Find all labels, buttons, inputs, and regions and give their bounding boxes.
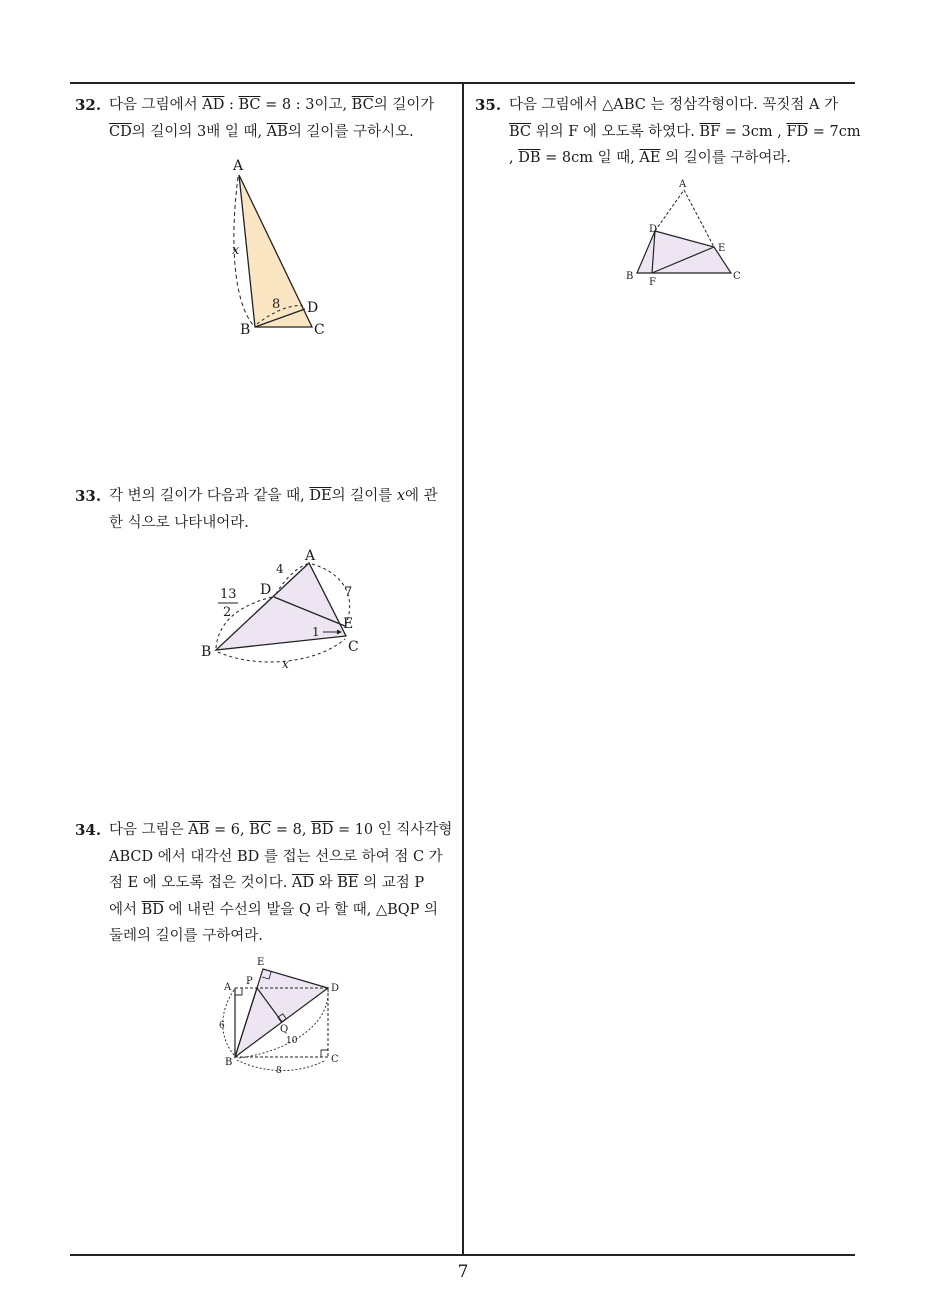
- segment-notation: $\overline{DE}$: [309, 488, 332, 504]
- label-d: D: [307, 300, 319, 316]
- label-e: E: [718, 243, 726, 254]
- text-line: [109, 817, 452, 844]
- label-x: x: [282, 657, 289, 671]
- problem-number: 35.: [475, 96, 502, 114]
- label-8: 8: [272, 297, 281, 312]
- text-run: = 8,: [271, 822, 312, 838]
- segment-notation: $\overline{BC}$: [238, 97, 261, 113]
- segment-notation: $\overline{AD}$: [202, 97, 225, 113]
- right-angle-a: [235, 988, 242, 995]
- segment-notation: $\overline{BD}$: [311, 822, 334, 838]
- label-1: 1: [312, 625, 320, 639]
- text-run: 다음 그림에서 △ABC 는 정삼각형이다. 꼭짓점 A 가: [509, 97, 839, 113]
- text-run: 에서: [109, 901, 142, 918]
- column-divider: [462, 82, 464, 1256]
- segment-notation: $\overline{BC}$: [509, 123, 532, 140]
- segment-notation: $\overline{AE}$: [639, 150, 661, 166]
- text-run: ,: [509, 150, 519, 166]
- segment-notation: $\overline{BC}$: [351, 97, 374, 113]
- segment-notation: $\overline{DB}$: [518, 150, 541, 166]
- label-c: C: [331, 1054, 339, 1065]
- segment-notation: $\overline{BD}$: [141, 901, 164, 918]
- text-run: ABCD 에서 대각선 BD 를 접는 선으로 하여 점 C 가: [109, 848, 443, 865]
- figure-34: [215, 952, 350, 1077]
- label-q: Q: [280, 1024, 289, 1035]
- label-d: D: [260, 582, 272, 598]
- text-line: [509, 145, 861, 172]
- text-run: 의 길이를 구하여라.: [660, 150, 791, 166]
- label-e: E: [343, 616, 354, 632]
- label-c: C: [314, 322, 325, 338]
- text-run: 에 관: [405, 488, 438, 504]
- label-x: x: [232, 243, 240, 258]
- segment-notation: $\overline{AB}$: [188, 822, 210, 838]
- label-e: E: [257, 957, 265, 968]
- text-line: [509, 119, 861, 146]
- text-run: 점 E 에 오도록 접은 것이다.: [109, 875, 292, 891]
- problem-number: 33.: [75, 487, 102, 505]
- label-a: A: [679, 179, 687, 190]
- label-a: A: [224, 982, 232, 993]
- text-run: 다음 그림은: [109, 822, 189, 838]
- text-run: = 8 : 3이고,: [260, 97, 352, 113]
- label-c: C: [348, 639, 359, 655]
- text-run: 한 식으로 나타내어라.: [109, 514, 249, 531]
- text-run: = 6,: [209, 822, 250, 838]
- text-run: 와: [314, 875, 338, 891]
- text-line: [109, 923, 452, 950]
- text-line: [109, 510, 438, 537]
- label-8: 8: [276, 1066, 282, 1076]
- problem-35: [475, 92, 861, 172]
- figure-35: [620, 176, 750, 291]
- label-10: 10: [286, 1036, 298, 1046]
- text-line: [509, 92, 861, 119]
- text-run: 의 길이의 3배 일 때,: [131, 123, 267, 140]
- text-run: 에 내린 수선의 발을 Q 라 할 때, △BQP 의: [163, 901, 439, 918]
- segment-notation: $\overline{AB}$: [266, 123, 288, 140]
- label-b: B: [201, 644, 212, 660]
- figure-32: [215, 150, 345, 345]
- label-b: B: [240, 322, 251, 338]
- text-line: [109, 870, 452, 897]
- text-line: [109, 92, 434, 119]
- problem-text: [109, 483, 438, 536]
- text-run: 다음 그림에서: [109, 97, 203, 113]
- label-d: D: [649, 224, 658, 235]
- problem-34: [75, 817, 452, 950]
- variable-notation: x: [396, 488, 406, 504]
- problem-number: 32.: [75, 96, 102, 114]
- folded-quadrilateral: [637, 231, 731, 273]
- label-a: A: [305, 548, 316, 564]
- problem-number: 34.: [75, 821, 102, 839]
- segment-notation: $\overline{BF}$: [699, 123, 721, 140]
- label-d: D: [331, 983, 340, 994]
- page-number: 7: [457, 1262, 469, 1282]
- text-run: 의 길이를 구하시오.: [287, 123, 414, 140]
- problem-33: [75, 483, 438, 536]
- text-run: = 7cm: [808, 123, 861, 140]
- segment-notation: $\overline{CD}$: [109, 123, 132, 140]
- text-run: 둘레의 길이를 구하여라.: [109, 928, 263, 944]
- label-f: F: [649, 277, 656, 288]
- right-angle-c: [321, 1050, 328, 1057]
- dashed-side-ae: [684, 190, 714, 247]
- text-run: 의 교점 P: [358, 875, 425, 891]
- problem-text: [109, 92, 434, 145]
- dashed-side-da: [655, 190, 684, 231]
- label-b: B: [225, 1057, 233, 1068]
- label-7: 7: [344, 585, 353, 600]
- label-4: 4: [276, 562, 284, 576]
- problem-text: [109, 817, 452, 950]
- label-6: 6: [219, 1021, 225, 1031]
- text-run: 각 변의 길이가 다음과 같을 때,: [109, 488, 310, 504]
- text-line: [109, 897, 452, 924]
- text-run: = 3cm ,: [720, 123, 787, 140]
- text-run: = 8cm 일 때,: [540, 150, 640, 166]
- text-run: 의 길이가: [373, 97, 435, 113]
- text-run: = 10 인 직사각형: [333, 822, 453, 838]
- segment-notation: $\overline{AD}$: [291, 875, 315, 891]
- segment-notation: $\overline{BE}$: [337, 875, 359, 891]
- text-line: [109, 483, 438, 510]
- label-frac-num: 13: [220, 587, 237, 602]
- problem-text: [509, 92, 861, 172]
- segment-notation: $\overline{FD}$: [786, 123, 809, 140]
- label-frac-den: 2: [223, 605, 232, 620]
- label-p: P: [246, 976, 253, 987]
- bottom-rule: [70, 1254, 855, 1256]
- text-line: [109, 119, 434, 146]
- label-c: C: [733, 271, 741, 282]
- triangle-abc: [216, 563, 346, 650]
- text-line: [109, 844, 452, 871]
- label-a: A: [233, 158, 244, 174]
- figure-33: [196, 544, 371, 674]
- label-b: B: [626, 271, 634, 282]
- problem-32: [75, 92, 434, 145]
- text-run: 위의 F 에 오도록 하였다.: [531, 123, 700, 140]
- text-run: :: [224, 97, 239, 113]
- segment-notation: $\overline{BC}$: [249, 822, 272, 838]
- text-run: 의 길이를: [331, 488, 397, 504]
